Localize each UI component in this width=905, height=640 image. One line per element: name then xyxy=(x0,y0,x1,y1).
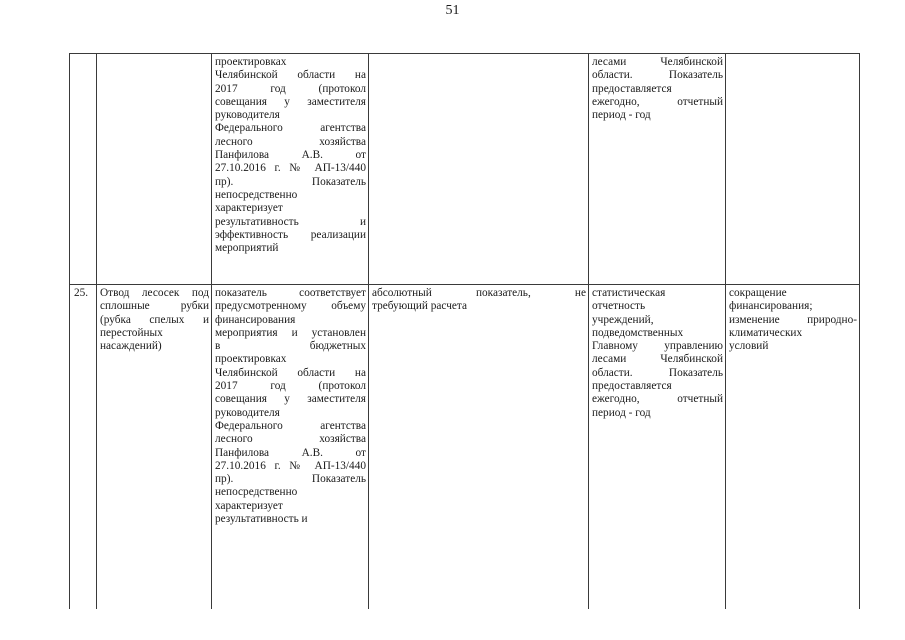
cell-text-line: Отвод лесосек под xyxy=(100,287,209,299)
cell-text-line: подведомственных xyxy=(592,326,684,339)
cell-text-line: Панфилова А.В. от xyxy=(215,446,366,459)
cell-text-line: Челябинской области на xyxy=(215,69,366,82)
cell-text-line: 2017 год (протокол xyxy=(215,82,366,95)
cell-calculation-method xyxy=(369,54,589,285)
cell-text-line: Федерального агентства xyxy=(215,419,366,432)
cell-text-line: предоставляется xyxy=(592,82,672,95)
cell-text-line: насаждений) xyxy=(100,340,162,353)
cell-text-line: сокращение xyxy=(729,287,787,299)
cell-text-line: Панфилова А.В. от xyxy=(215,149,366,162)
cell-text-line: статистическая xyxy=(592,287,666,299)
cell-text-line: мероприятия и установлен xyxy=(215,326,366,339)
table-row-25 xyxy=(70,285,860,610)
cell-text-line: в бюджетных xyxy=(215,340,366,353)
cell-text-line: области. Показатель xyxy=(592,69,723,82)
page-number: 51 xyxy=(445,3,460,18)
cell-number: 25. xyxy=(70,285,97,610)
cell-text-line: ежегодно, отчетный xyxy=(592,393,723,406)
cell-indicator-name xyxy=(97,54,212,285)
cell-text-line: характеризует xyxy=(215,202,283,215)
cell-text-line: (рубка спелых и xyxy=(100,313,209,326)
cell-text-line: области. Показатель xyxy=(592,366,723,379)
cell-text-line: руководителя xyxy=(215,406,280,419)
cell-text-line: мероприятий xyxy=(215,242,279,255)
cell-text-line: абсолютный показатель, не xyxy=(372,287,586,299)
cell-factors xyxy=(726,285,860,610)
cell-number xyxy=(70,54,97,285)
cell-text-line: непосредственно xyxy=(215,188,298,201)
cell-data-source xyxy=(589,54,726,285)
cell-text-line: совещания у заместителя xyxy=(215,95,366,108)
cell-text-line: Федерального агентства xyxy=(215,122,366,135)
indicator-table xyxy=(69,53,860,609)
cell-text-line: результативность и xyxy=(215,215,366,228)
cell-text-line: характеризует xyxy=(215,499,283,512)
cell-text-line: совещания у заместителя xyxy=(215,393,366,406)
cell-text-line: 27.10.2016 г. № АП-13/440 xyxy=(215,162,366,175)
cell-text-line: результативность и xyxy=(215,513,308,526)
cell-text-line: лесного хозяйства xyxy=(215,135,366,148)
cell-text-line: перестойных xyxy=(100,326,163,339)
cell-justification xyxy=(212,54,369,285)
cell-text-line: руководителя xyxy=(215,109,280,122)
cell-text-line: ежегодно, отчетный xyxy=(592,95,723,108)
cell-text-line: пр). Показатель xyxy=(215,175,366,188)
cell-text-line: показатель соответствует xyxy=(215,287,366,299)
cell-factors xyxy=(726,54,860,285)
cell-text-line: отчетность xyxy=(592,300,646,313)
table-row-continuation xyxy=(70,54,860,285)
cell-text-line: климатических xyxy=(729,326,803,339)
cell-data-source xyxy=(589,285,726,610)
cell-text-line: непосредственно xyxy=(215,486,298,499)
cell-text-line: проектировках xyxy=(215,353,287,366)
cell-text-line: финансирования xyxy=(215,313,296,326)
cell-text-line: условий xyxy=(729,340,769,353)
cell-text-line: эффективность реализации xyxy=(215,228,366,241)
cell-text-line: период - год xyxy=(592,109,651,122)
cell-text-line: лесного хозяйства xyxy=(215,433,366,446)
cell-text-line: предоставляется xyxy=(592,380,672,393)
cell-text-line: пр). Показатель xyxy=(215,473,366,486)
cell-text-line: период - год xyxy=(592,406,651,419)
cell-text-line: финансирования; xyxy=(729,300,813,313)
cell-justification xyxy=(212,285,369,610)
cell-text-line: Главному управлению xyxy=(592,340,723,353)
cell-text-line: предусмотренному объему xyxy=(215,300,366,313)
cell-text-line: Челябинской области на xyxy=(215,366,366,379)
cell-text-line: лесами Челябинской xyxy=(592,56,723,68)
cell-text-line: лесами Челябинской xyxy=(592,353,723,366)
cell-text-line: 27.10.2016 г. № АП-13/440 xyxy=(215,459,366,472)
cell-text-line: изменение природно- xyxy=(729,313,857,326)
cell-text-line: проектировках xyxy=(215,56,287,68)
cell-text-line: сплошные рубки xyxy=(100,300,209,313)
cell-text-line: учреждений, xyxy=(592,313,654,326)
cell-text-line: 2017 год (протокол xyxy=(215,380,366,393)
cell-text-line: требующий расчета xyxy=(372,300,467,313)
cell-calculation-method xyxy=(369,285,589,610)
cell-indicator-name xyxy=(97,285,212,610)
